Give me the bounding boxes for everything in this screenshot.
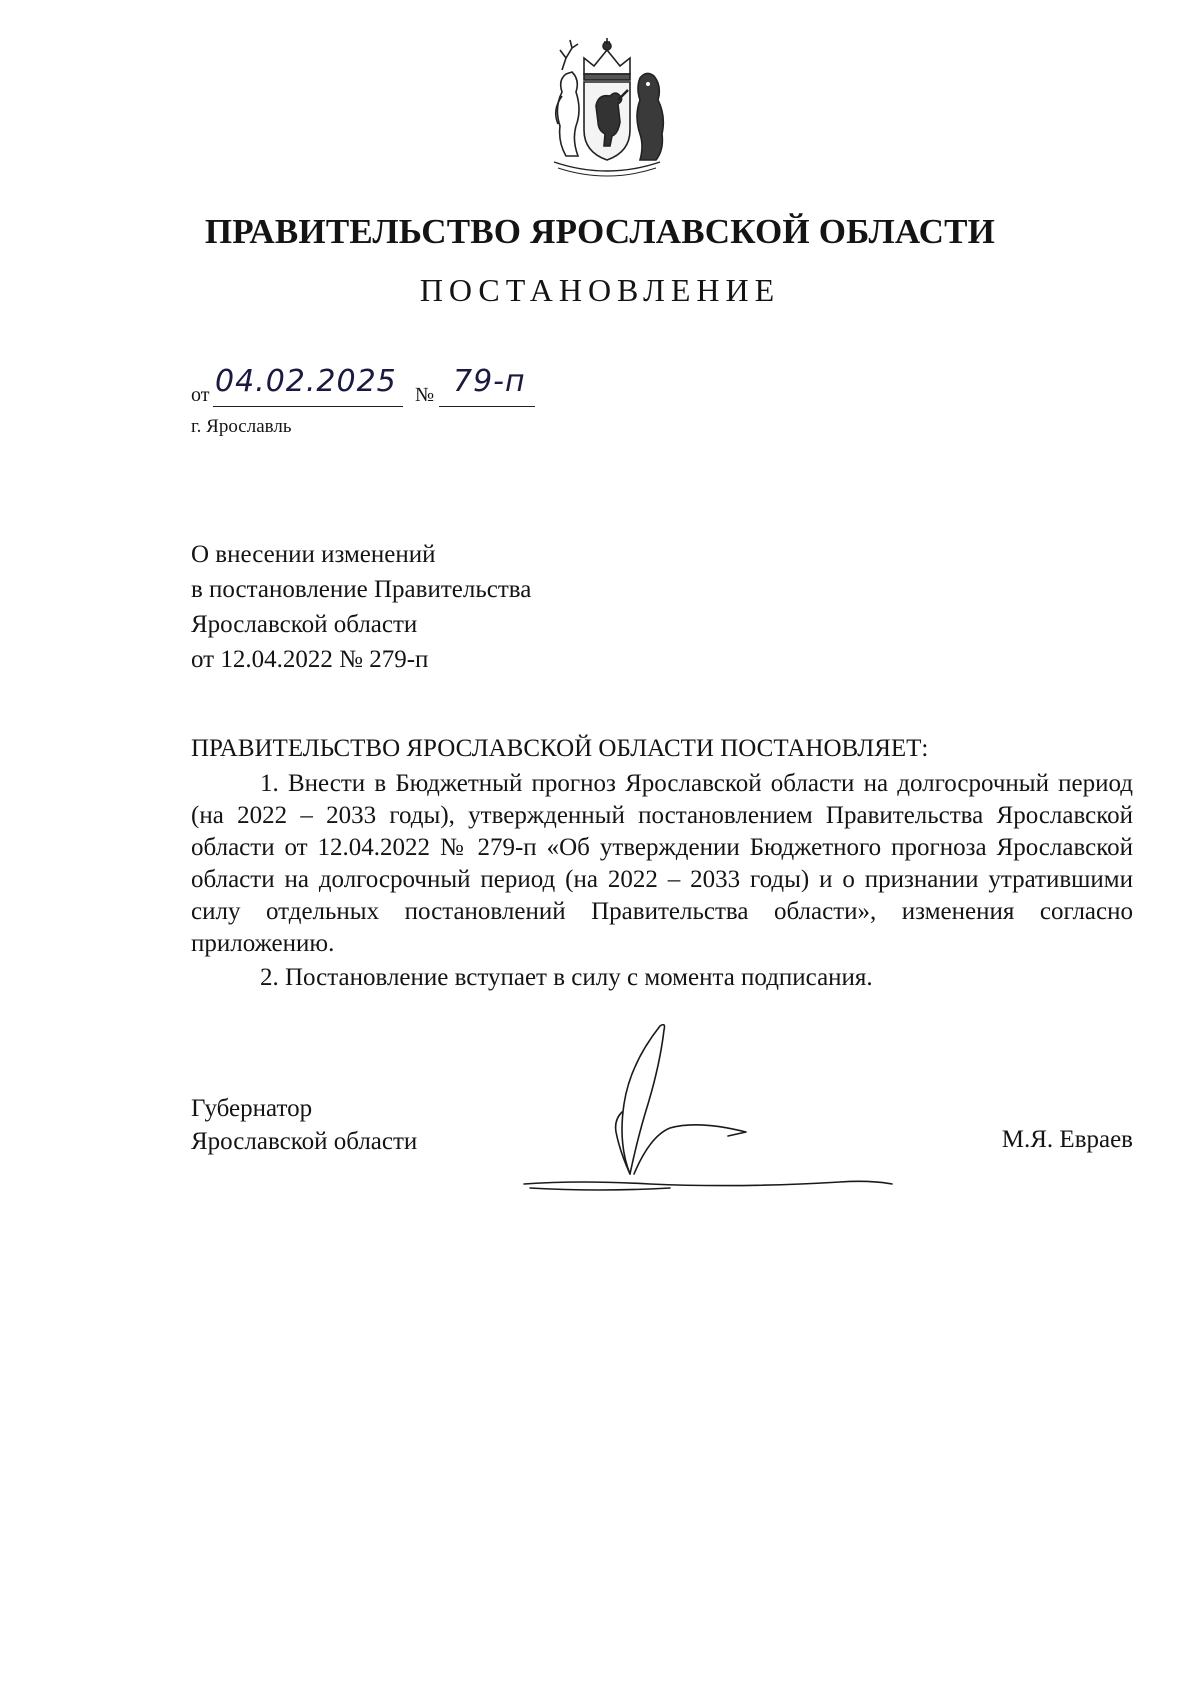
document-type: ПОСТАНОВЛЕНИЕ — [419, 272, 781, 308]
date-prefix: от — [191, 384, 210, 406]
subject-line: О внесении изменений — [191, 541, 436, 568]
coat-of-arms-icon — [532, 30, 682, 180]
handwritten-date: 04.02.2025 — [215, 364, 397, 399]
resolution-item-2: 2. Постановление вступает в силу с момента подписания. — [260, 964, 873, 991]
registration-row — [191, 364, 551, 410]
resolves-heading: ПРАВИТЕЛЬСТВО ЯРОСЛАВСКОЙ ОБЛАСТИ ПОСТАНОВЛЯЕТ: — [191, 735, 929, 762]
organization-title: ПРАВИТЕЛЬСТВО ЯРОСЛАВСКОЙ ОБЛАСТИ — [204, 212, 996, 251]
document-subject — [191, 537, 531, 677]
subject-line: в постановление Правительства — [191, 576, 532, 603]
subject-line: Ярославской области — [191, 611, 418, 638]
resolution-item-1: 1. Внести в Бюджетный прогноз Ярославской области на долгосрочный период (на 2022 – 2033 годы), утвержденный постановлением Правительства Ярославской области от 12.04.2022 № 279-п «Об утверждении Бюджетного прогноза Ярославской области на долгосрочный период (на 2022 – 2033 годы) и о признании утратившими силу отдельных постановлений Правительства области», изменения согласно приложению. — [191, 770, 1133, 957]
subject-line: от 12.04.2022 № 279-п — [191, 646, 429, 673]
handwritten-signature-icon — [520, 1024, 920, 1194]
city-line: г. Ярославль — [191, 416, 292, 437]
role-line: Ярославской области — [191, 1128, 418, 1155]
role-line: Губернатор — [191, 1095, 313, 1122]
signatory-role — [191, 1092, 417, 1158]
handwritten-number: 79-п — [453, 364, 526, 399]
signatory-name: М.Я. Евраев — [1001, 1126, 1133, 1153]
number-prefix: № — [415, 384, 435, 406]
